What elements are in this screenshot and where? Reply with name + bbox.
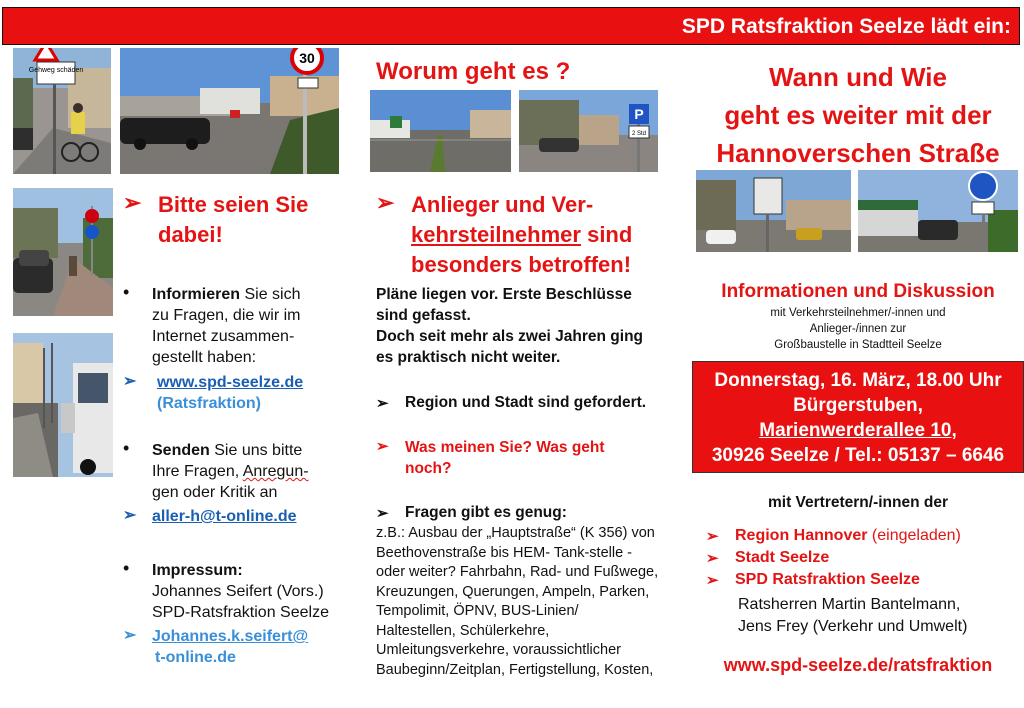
info-heading: Informationen und Diskussion [721, 281, 995, 302]
left-heading: Bitte seien Sie dabei! [158, 192, 309, 247]
event-address: Marienwerderallee 10, [759, 420, 957, 441]
bullet-icon: • [123, 282, 130, 302]
info-subtext: mit Verkehrsteilnehmer/-innen und Anlieger-/innen zur Großbaustelle in Stadtteil Seelze [770, 307, 946, 351]
event-details-box [692, 361, 1024, 473]
parking-sign-time: 2 Std [631, 131, 647, 137]
header-banner [2, 7, 1020, 45]
parking-sign-letter: P [634, 106, 644, 122]
event-date: Donnerstag, 16. März, 18.00 Uhr [714, 370, 1002, 391]
photo-sidewalk-parked-cars [13, 188, 113, 316]
reps-heading: mit Vertretern/-innen der [767, 494, 948, 511]
contact-email-link[interactable]: Johannes.k.seifert@ [152, 628, 309, 645]
event-city-phone: 30926 Seelze / Tel.: 05137 – 6646 [711, 445, 1005, 466]
bullet-icon: • [123, 438, 130, 458]
bullet-senden: Senden Sie uns bitte Ihre Fragen, Anregun- gen oder Kritik an [152, 442, 309, 501]
rep-stadt: Stadt Seelze [735, 549, 830, 566]
contact-email-block: Johannes.k.seifert@ t-online.de [152, 628, 309, 666]
email-link-block [152, 506, 297, 527]
middle-heading: Anlieger und Ver- kehrsteilnehmer sind besonders betroffen! [411, 192, 633, 277]
heading-arrow-icon: ➢ [123, 190, 142, 215]
rep-region: Region Hannover (eingeladen) [735, 527, 961, 544]
rep-spd: SPD Ratsfraktion Seelze [735, 571, 920, 588]
point-arrow-icon: ➢ [376, 395, 389, 412]
photo-speed-limit-street [120, 48, 339, 174]
right-title: Wann und Wie geht es weiter mit der Hannoverschen Straße [716, 62, 1000, 168]
rep-arrow-icon: ➢ [706, 572, 719, 589]
bullet-informieren: Informieren Sie sich zu Fragen, die wir im Internet zusammen- gestellt haben: [152, 286, 301, 366]
heading-arrow-icon: ➢ [376, 190, 395, 215]
contact-arrow-icon: ➢ [123, 627, 137, 644]
point-fragen: Fragen gibt es genug: [405, 504, 567, 521]
middle-title: Worum geht es ? [376, 58, 571, 85]
footer-website-link[interactable]: www.spd-seelze.de/ratsfraktion [723, 655, 993, 675]
point-region-stadt: Region und Stadt sind gefordert. [405, 394, 647, 411]
link-arrow-icon: ➢ [123, 373, 137, 390]
event-venue: Bürgerstuben, [793, 395, 923, 416]
fragen-details: z.B.: Ausbau der „Hauptstraße“ (K 356) von Beethovenstraße bis HEM- Tank-stelle - oder weiter? Fahrbahn, Rad- und Fußwege, Kreuzungen, Querungen, Ampeln, Parken, Tempolimit, ÖPNV, BUS-Linien/ Haltestellen, Schülerkehre, Umleitungsverkehre, voraussichtlicher Baubeginn/Zeitplan, Fertigstellung, Kosten, [376, 525, 659, 678]
photo-parking-sign [519, 90, 658, 172]
photo-intersection-signs [696, 170, 851, 252]
speed-sign-number: 30 [299, 50, 315, 66]
email-link[interactable]: aller-h@t-online.de [152, 508, 297, 525]
bullet-impressum: Impressum: Johannes Seifert (Vors.) SPD-Ratsfraktion Seelze [152, 562, 329, 621]
rep-spd-members: Ratsherren Martin Bantelmann, Jens Frey (Verkehr und Umwelt) [738, 596, 968, 635]
banner-title: SPD Ratsfraktion Seelze lädt ein: [681, 15, 1011, 38]
bullet-icon: • [123, 558, 130, 578]
middle-intro: Pläne liegen vor. Erste Beschlüsse sind gefasst. Doch seit mehr als zwei Jahren ging es praktisch nicht weiter. [376, 286, 644, 366]
photo-parked-van-street [13, 333, 113, 477]
point-arrow-icon: ➢ [376, 438, 389, 455]
gehweg-sign-text: Gehweg schäden [28, 67, 84, 74]
photo-bus-bike-sign [858, 170, 1018, 252]
website-link-block: www.spd-seelze.de (Ratsfraktion) [157, 374, 304, 412]
website-link[interactable]: www.spd-seelze.de [157, 374, 304, 391]
rep-arrow-icon: ➢ [706, 528, 719, 545]
point-arrow-icon: ➢ [376, 505, 389, 522]
photo-cyclist-street [13, 48, 111, 174]
email-arrow-icon: ➢ [123, 507, 137, 524]
photo-road-median [370, 90, 511, 172]
rep-arrow-icon: ➢ [706, 550, 719, 567]
point-question: Was meinen Sie? Was geht noch? [405, 439, 605, 477]
